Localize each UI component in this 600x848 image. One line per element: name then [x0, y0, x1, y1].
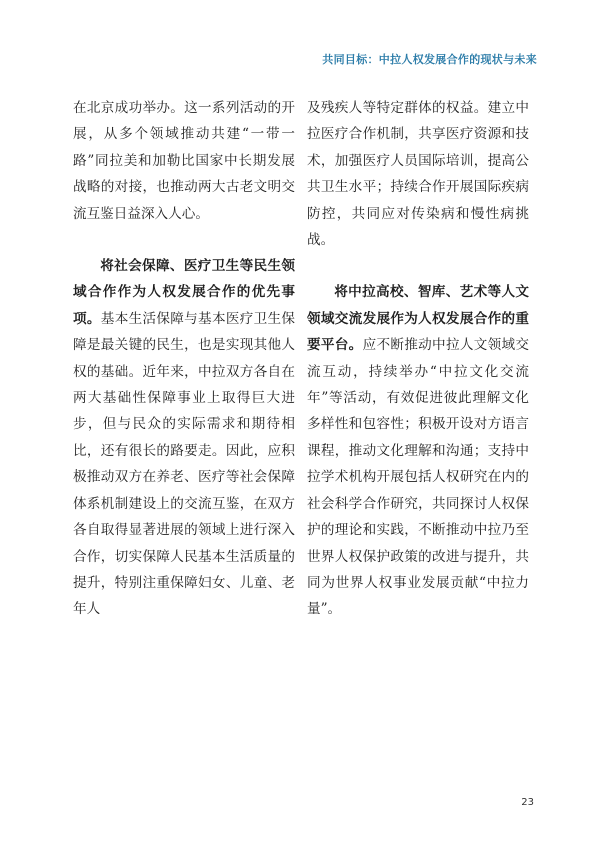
running-header-title: 共同目标：中拉人权发展合作的现状与未来 [322, 53, 537, 66]
left-paragraph-body: 基本生活保障与基本医疗卫生保障是最关键的民生，也是实现其他人权的基础。近年来，中拉双方各自在两大基础性保障事业上取得巨大进步，但与民众的实际需求和期待相比，还有很长的路要走。因此，应积极推动双方在养老、医疗等社会保障体系机制建设上的交流互鉴，在双方各自取得显著进展的领域上进行深入合作，切实保障人民基本生活质量的提升，特别注重保障妇女、儿童、老年人 [73, 310, 296, 618]
left-paragraph-continued: 在北京成功举办。这一系列活动的开展，从多个领域推动共建“一带一路”同拉美和加勒比国家中长期发展战略的对接，也推动两大古老文明交流互鉴日益深入人心。 [73, 100, 295, 222]
right-paragraph-body: 应不断推动中拉人文领域交流互动，持续举办“中拉文化交流年”等活动，有效促进彼此理解文化多样性和包容性；积极开设对方语言课程，推动文化理解和沟通；支持中拉学术机构开展包括人权研究在内的社会科学合作研究，共同探讨人权保护的理论和实践，不断推动中拉乃至世界人权保护政策的改进与提升，共同为世界人权事业发展贡献“中拉力量”。 [307, 337, 530, 618]
right-paragraph-lead: 将中拉高校、智库、艺术等人文领域交流发展作为人权发展合作的重要平台。 [307, 284, 529, 354]
right-paragraph-humanities [307, 279, 529, 622]
right-column [307, 95, 529, 623]
left-paragraph-social-security [73, 253, 295, 623]
right-paragraph-continued: 及残疾人等特定群体的权益。建立中拉医疗合作机制，共享医疗资源和技术，加强医疗人员国际培训，提高公共卫生水平；持续合作开展国际疾病防控，共同应对传染病和慢性病挑战。 [307, 100, 529, 249]
left-paragraph-lead: 将社会保障、医疗卫生等民生领域合作作为人权发展合作的优先事项。 [73, 258, 295, 327]
page-number: 23 [521, 797, 534, 808]
left-column [73, 95, 295, 623]
